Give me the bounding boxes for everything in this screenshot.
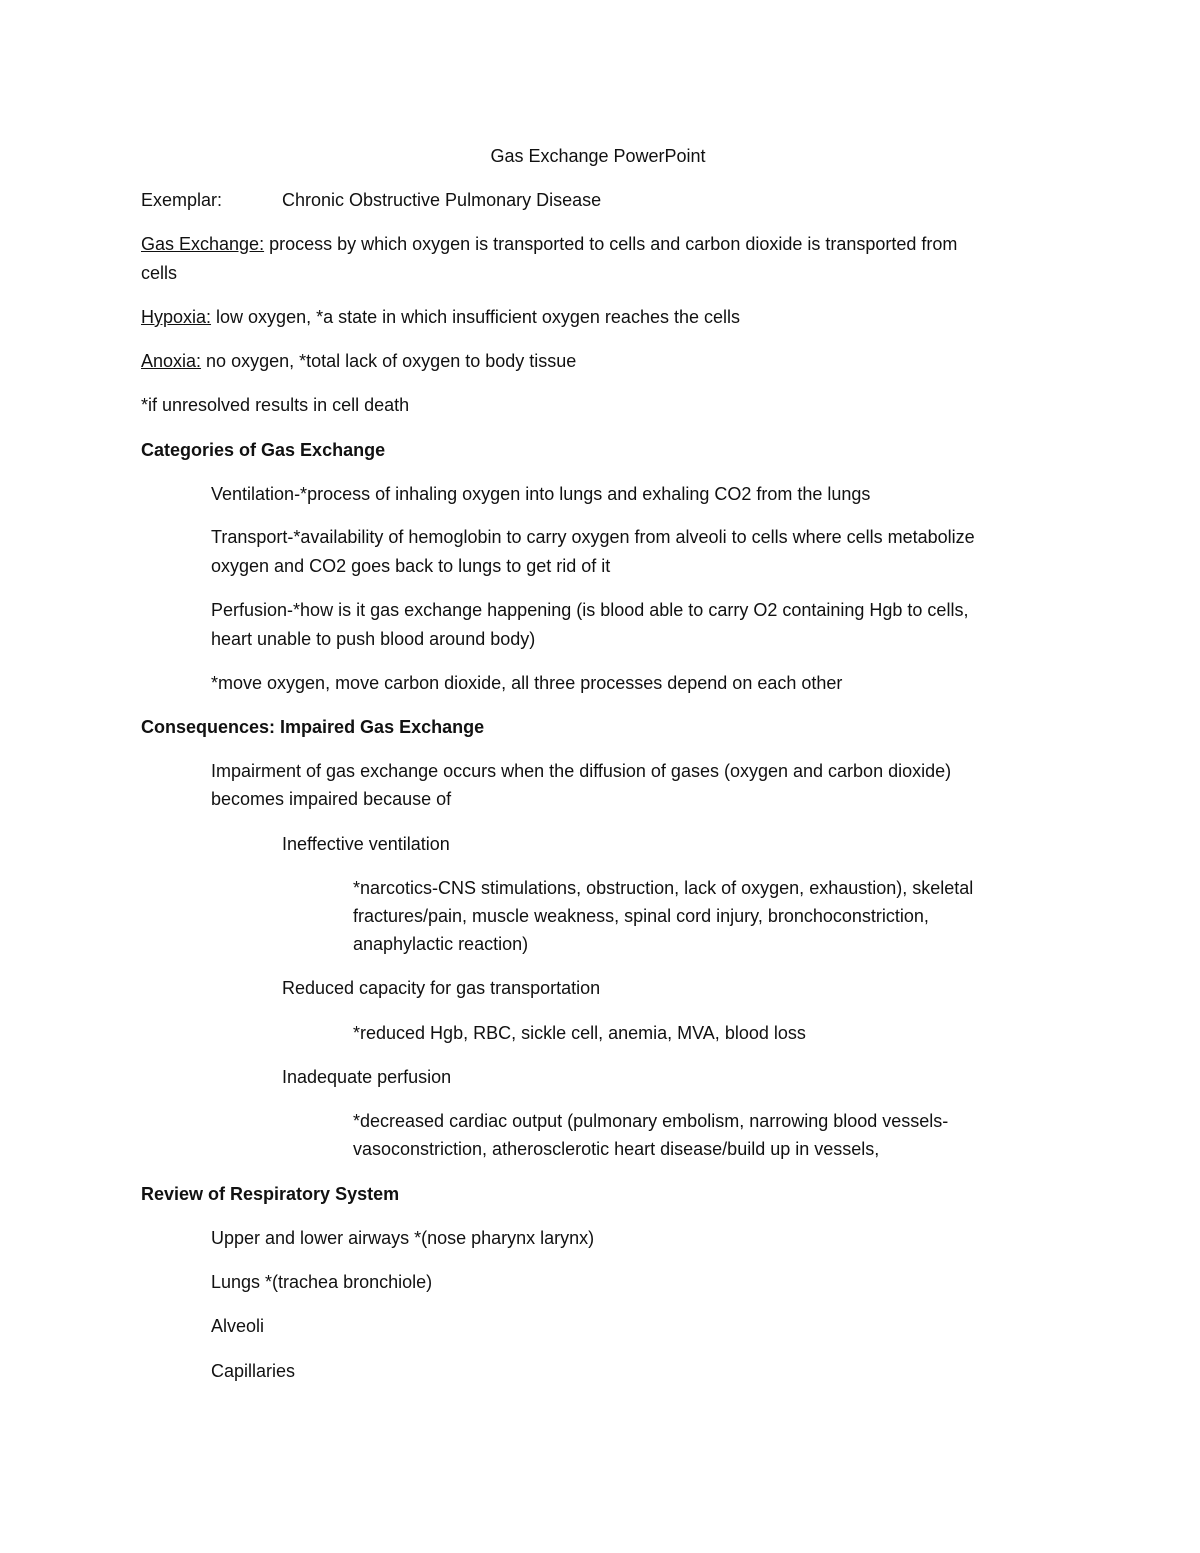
exemplar-label: Exemplar: [141,190,223,210]
definition-term: Hypoxia: [141,307,212,327]
ineffective-ventilation-detail-2: fractures/pain, muscle weakness, spinal cord injury, bronchoconstriction, [353,906,929,926]
review-item: Alveoli [211,1316,265,1336]
definition-term: Anoxia: [141,351,202,371]
inadequate-perfusion-detail: *decreased cardiac output (pulmonary embolism, narrowing blood vessels- [353,1111,949,1131]
review-item: Capillaries [211,1361,296,1381]
review-heading: Review of Respiratory System [141,1184,400,1204]
category-transport: Transport-*availability of hemoglobin to carry oxygen from alveoli to cells where cells metabolize [211,527,975,547]
definition-text: low oxygen, *a state in which insufficient oxygen reaches the cells [211,307,740,327]
review-item: Lungs *(trachea bronchiole) [211,1272,433,1292]
ineffective-ventilation-detail-3: anaphylactic reaction) [353,934,529,954]
reduced-capacity: Reduced capacity for gas transportation [282,978,601,998]
exemplar-value: Chronic Obstructive Pulmonary Disease [282,190,602,210]
categories-heading: Categories of Gas Exchange [141,440,386,460]
category-perfusion-continued: heart unable to push blood around body) [211,629,536,649]
consequences-heading: Consequences: Impaired Gas Exchange [141,717,485,737]
definition-text: no oxygen, *total lack of oxygen to body tissue [201,351,577,371]
ineffective-ventilation-detail: *narcotics-CNS stimulations, obstruction, lack of oxygen, exhaustion), skeletal [353,878,974,898]
category-transport-continued: oxygen and CO2 goes back to lungs to get rid of it [211,556,611,576]
category-perfusion: Perfusion-*how is it gas exchange happening (is blood able to carry O2 containing Hgb to cells, [211,600,969,620]
definition-hypoxia [141,303,740,331]
category-ventilation: Ventilation-*process of inhaling oxygen into lungs and exhaling CO2 from the lungs [211,484,871,504]
unresolved-note: *if unresolved results in cell death [141,395,410,415]
definition-anoxia [141,347,576,375]
definition-text-continued: cells [141,263,178,283]
document-title: Gas Exchange PowerPoint [490,146,706,166]
consequences-intro: Impairment of gas exchange occurs when the diffusion of gases (oxygen and carbon dioxide) [211,761,952,781]
inadequate-perfusion-detail-2: vasoconstriction, atherosclerotic heart disease/build up in vessels, [353,1139,880,1159]
consequences-intro-continued: becomes impaired because of [211,789,452,809]
review-item: Upper and lower airways *(nose pharynx larynx) [211,1228,595,1248]
definition-gas-exchange [141,230,957,258]
categories-note: *move oxygen, move carbon dioxide, all three processes depend on each other [211,673,843,693]
reduced-capacity-detail: *reduced Hgb, RBC, sickle cell, anemia, MVA, blood loss [353,1023,806,1043]
ineffective-ventilation: Ineffective ventilation [282,834,450,854]
definition-term: Gas Exchange: [141,234,265,254]
inadequate-perfusion: Inadequate perfusion [282,1067,452,1087]
definition-text: process by which oxygen is transported to cells and carbon dioxide is transported from [264,234,958,254]
